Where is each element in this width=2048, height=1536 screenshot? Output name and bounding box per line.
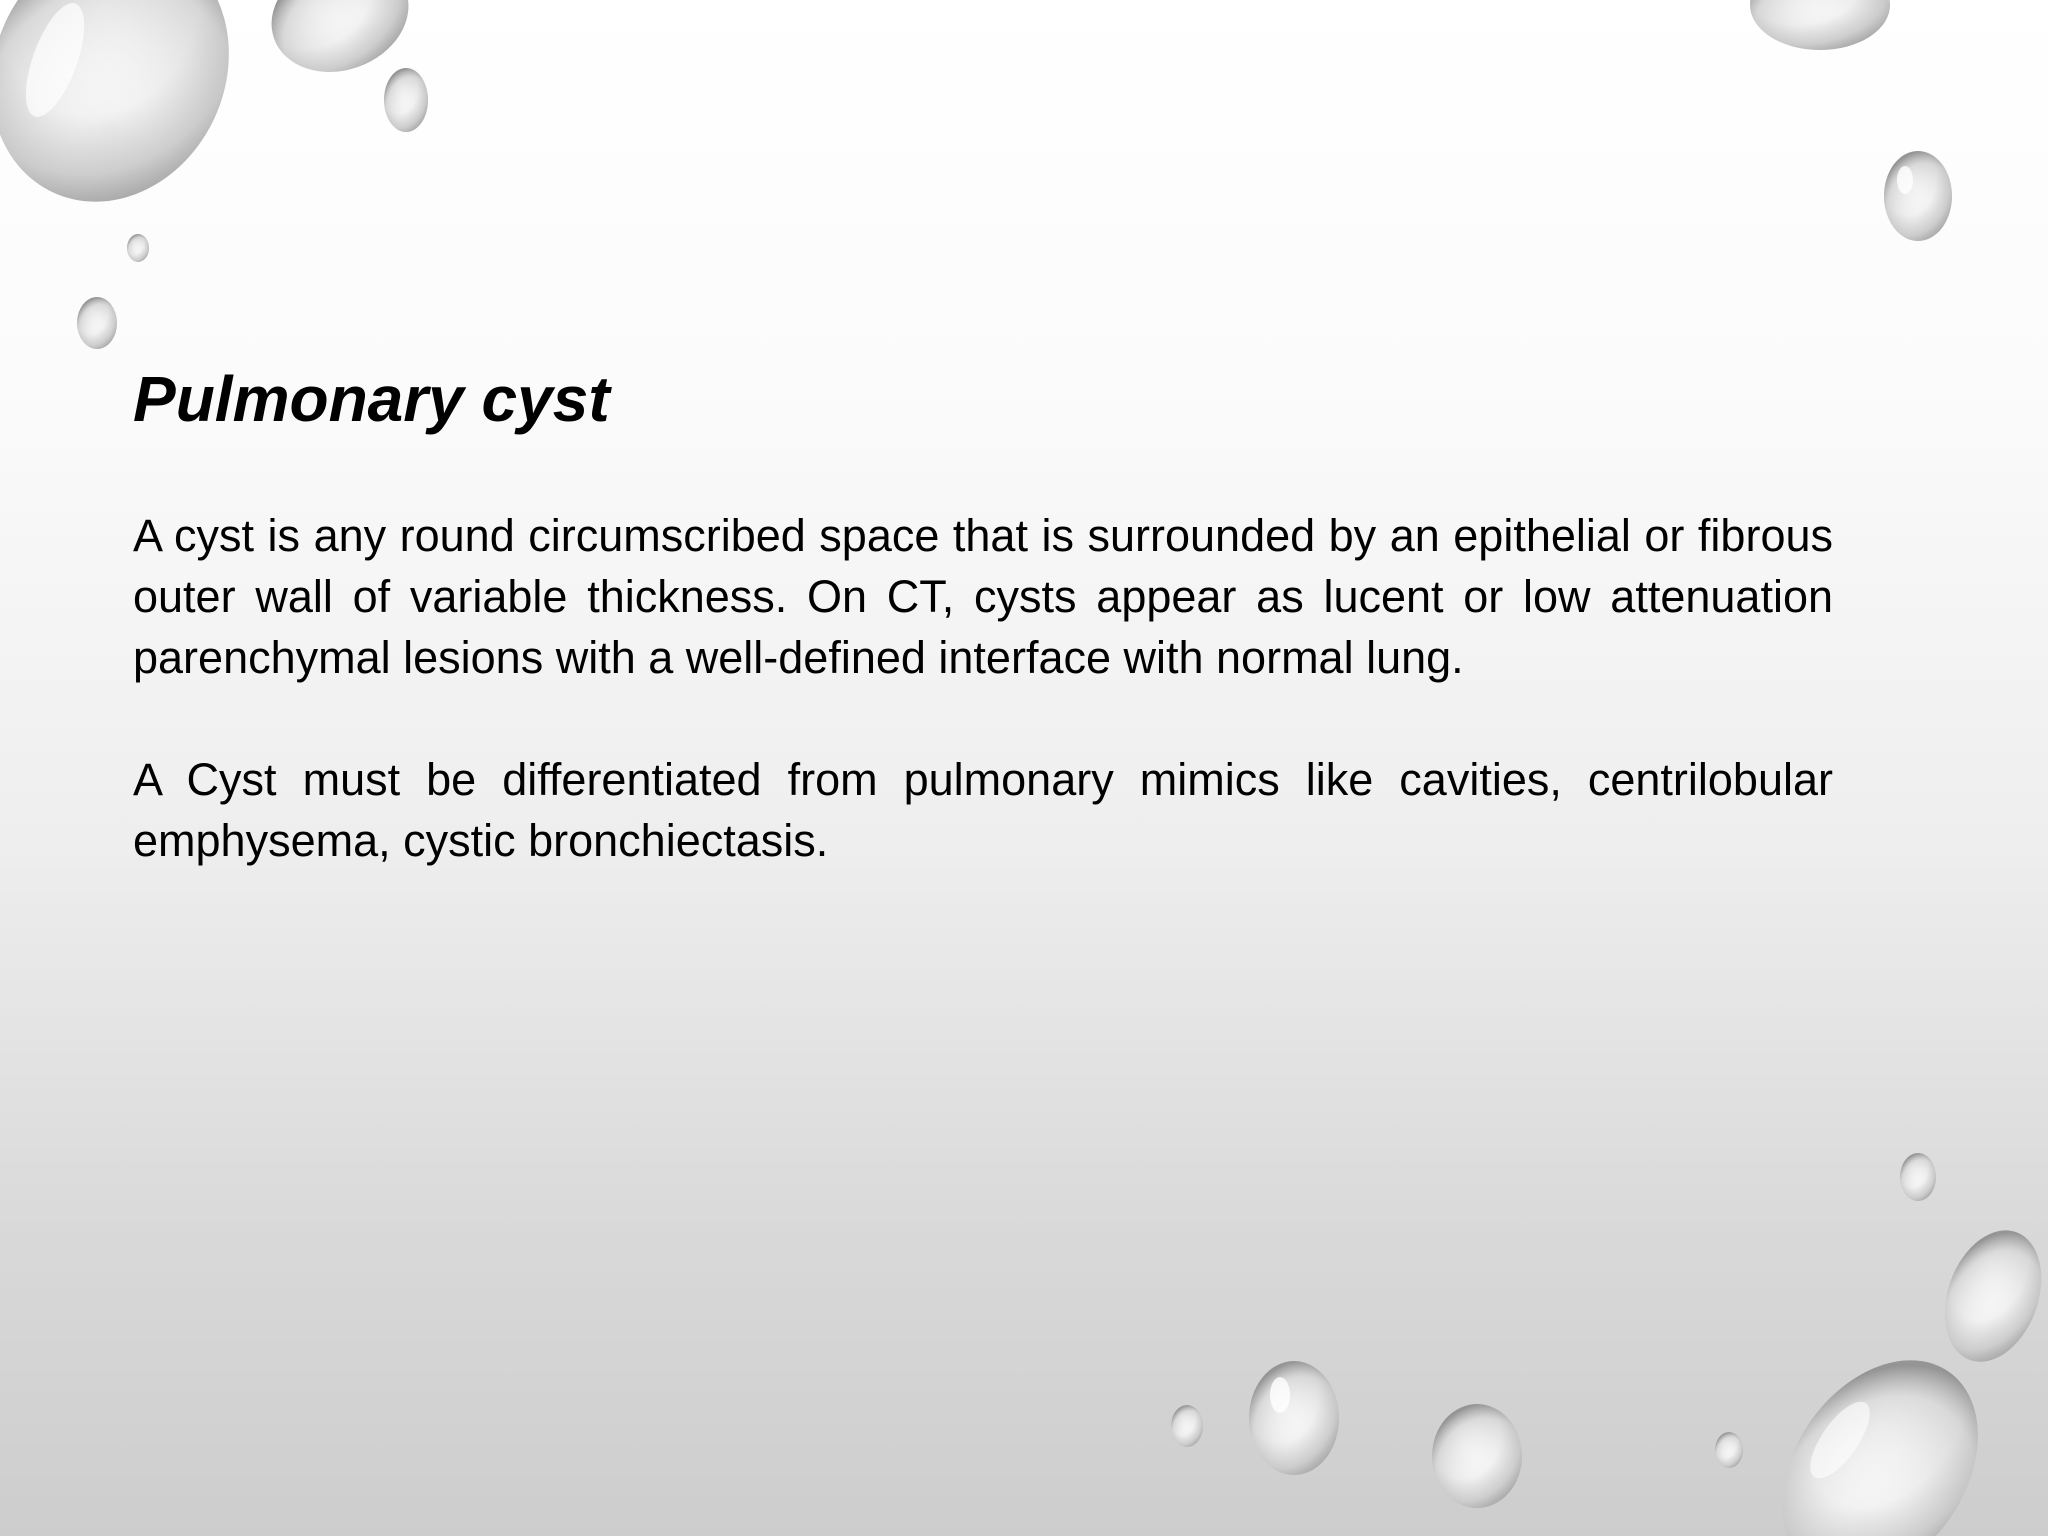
slide-body xyxy=(133,505,1833,871)
paragraph-differential: A Cyst must be differentiated from pulmonary mimics like cavities, centrilobular emphysema, cystic bronchiectasis. xyxy=(133,754,1833,866)
droplet-bottom-center-2 xyxy=(1171,1405,1203,1447)
droplet-top-left-5 xyxy=(77,297,117,349)
paragraph-cyst-definition: A cyst is any round circumscribed space that is surrounded by an epithelial or fibrous outer wall of variable thickness. On CT, cysts appear as lucent or low attenuation parenchymal lesions with a well-defined interface with normal lung. xyxy=(133,510,1833,683)
droplet-top-right-1 xyxy=(1750,0,1890,50)
droplet-top-left-4 xyxy=(127,234,149,262)
droplet-bottom-right-5 xyxy=(1432,1404,1522,1508)
slide-title: Pulmonary cyst xyxy=(133,363,610,435)
droplet-bottom-center-1 xyxy=(1249,1361,1339,1475)
droplet-top-right-2 xyxy=(1884,151,1952,241)
droplet-top-left-3 xyxy=(384,68,428,132)
droplet-bottom-right-1 xyxy=(1900,1153,1936,1201)
droplet-bottom-right-4 xyxy=(1715,1432,1743,1468)
droplet-large-top-left xyxy=(0,0,271,241)
droplet-bottom-right-2 xyxy=(1927,1217,2048,1376)
